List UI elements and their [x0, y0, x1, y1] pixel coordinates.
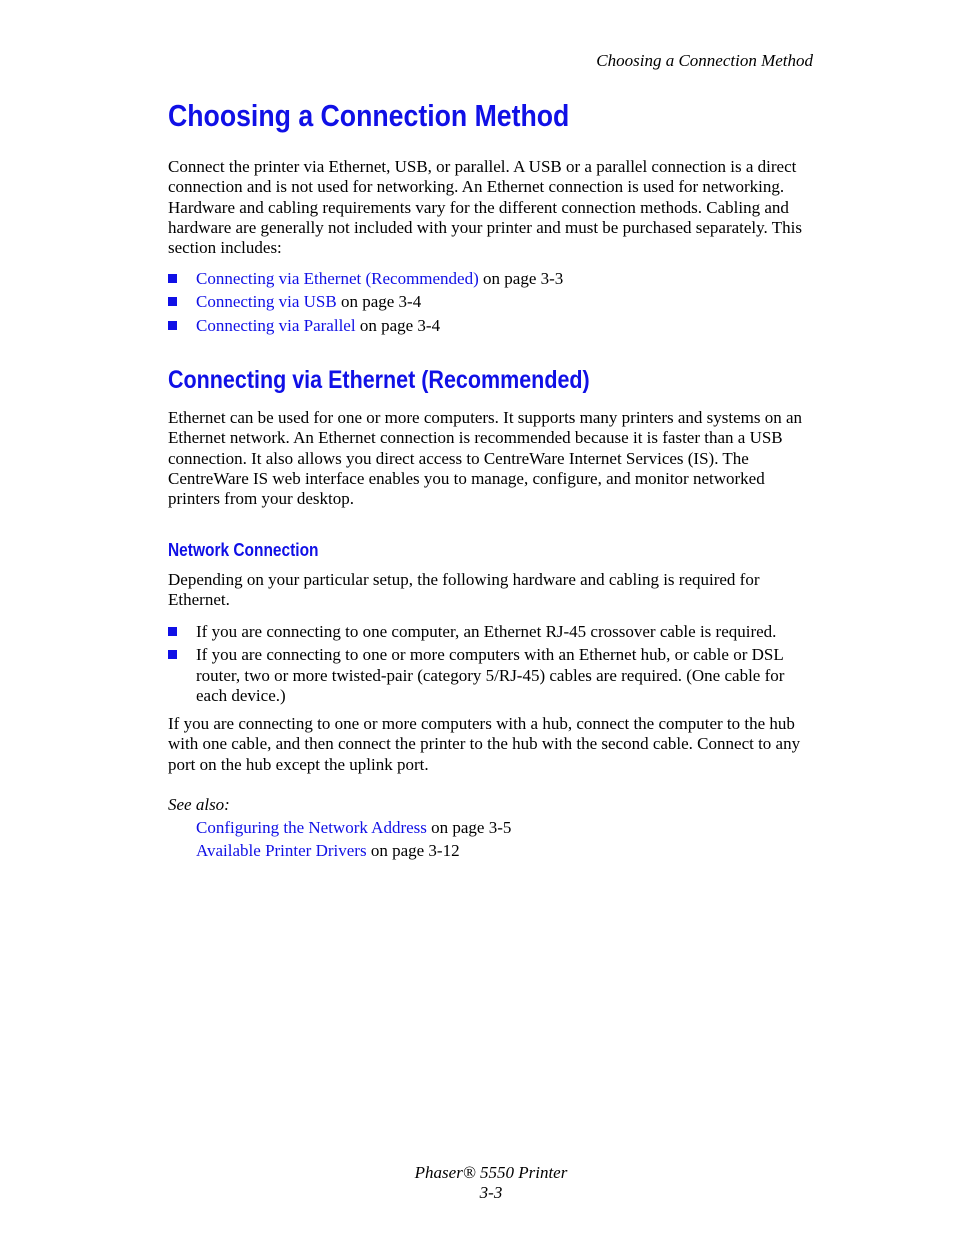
see-also-item — [196, 818, 511, 838]
footer-product: Phaser® 5550 Printer — [414, 1163, 568, 1182]
see-also-page-ref: on page 3-12 — [366, 841, 460, 861]
toc-item — [168, 316, 813, 336]
hub-text: If you are connecting to one or more computers with a hub, connect the computer to the hub with one cable, and then connect the printer to the hub with the second cable. Connect to any port on the hub except the uplink port. — [168, 714, 801, 774]
list-item-text: If you are connecting to one computer, an Ethernet RJ-45 crossover cable is required. — [196, 622, 777, 641]
ethernet-paragraph — [168, 408, 813, 509]
list-item-text: If you are connecting to one or more computers with an Ethernet hub, or cable or DSL router, two or more twisted-pair (category 5/RJ-45) cables are required. (One cable for each device.) — [196, 645, 785, 705]
bullet-square-icon — [168, 297, 177, 306]
bullet-square-icon — [168, 321, 177, 330]
intro-text: Connect the printer via Ethernet, USB, or parallel. A USB or a parallel connection is a direct connection and is not used for networking. An Ethernet connection is used for networking. Hardware and cabling requirements vary for the different connection methods. Cabling and hardware are generally not included with your printer and must be purchased separately. This section includes: — [168, 157, 802, 258]
toc-item — [168, 292, 813, 312]
network-intro-text: Depending on your particular setup, the following hardware and cabling is required for Ethernet. — [168, 570, 760, 610]
running-header: Choosing a Connection Method — [596, 51, 813, 70]
toc-link-usb[interactable]: Connecting via USB — [196, 292, 337, 312]
page-footer — [0, 1163, 954, 1203]
see-also-item — [196, 841, 511, 861]
toc-page-ref: on page 3-4 — [336, 292, 422, 312]
network-requirements-list — [168, 622, 813, 709]
subsection-heading-network: Network Connection — [168, 540, 319, 560]
toc-page-ref: on page 3-4 — [355, 315, 441, 335]
list-item — [168, 622, 813, 642]
network-intro-paragraph — [168, 570, 813, 611]
section-heading-ethernet: Connecting via Ethernet (Recommended) — [168, 366, 590, 394]
see-also-label: See also: — [168, 795, 230, 814]
bullet-square-icon — [168, 627, 177, 636]
toc-link-ethernet[interactable]: Connecting via Ethernet (Recommended) — [196, 269, 479, 288]
list-item — [168, 645, 813, 706]
see-also-list — [196, 818, 511, 865]
see-also-link-network-address[interactable]: Configuring the Network Address — [196, 818, 427, 837]
ethernet-text: Ethernet can be used for one or more computers. It supports many printers and systems on an Ethernet network. An Ethernet connection is recommended because it is faster than a USB connection. It also allows you direct access to CentreWare Internet Services (IS). The CentreWare IS web interface enables you to manage, configure, and monitor networked printers from your desktop. — [168, 408, 803, 509]
bullet-square-icon — [168, 650, 177, 659]
bullet-square-icon — [168, 274, 177, 283]
see-also-link-printer-drivers[interactable]: Available Printer Drivers — [196, 841, 367, 861]
toc-item — [168, 269, 813, 289]
toc-link-parallel[interactable]: Connecting via Parallel — [196, 315, 356, 335]
hub-paragraph — [168, 714, 813, 775]
intro-paragraph — [168, 157, 813, 258]
page-title: Choosing a Connection Method — [168, 98, 570, 133]
toc-page-ref: on page 3-3 — [478, 269, 564, 288]
footer-page-number: 3-3 — [479, 1183, 503, 1202]
see-also-page-ref: on page 3-5 — [426, 818, 512, 837]
section-toc — [168, 269, 813, 339]
